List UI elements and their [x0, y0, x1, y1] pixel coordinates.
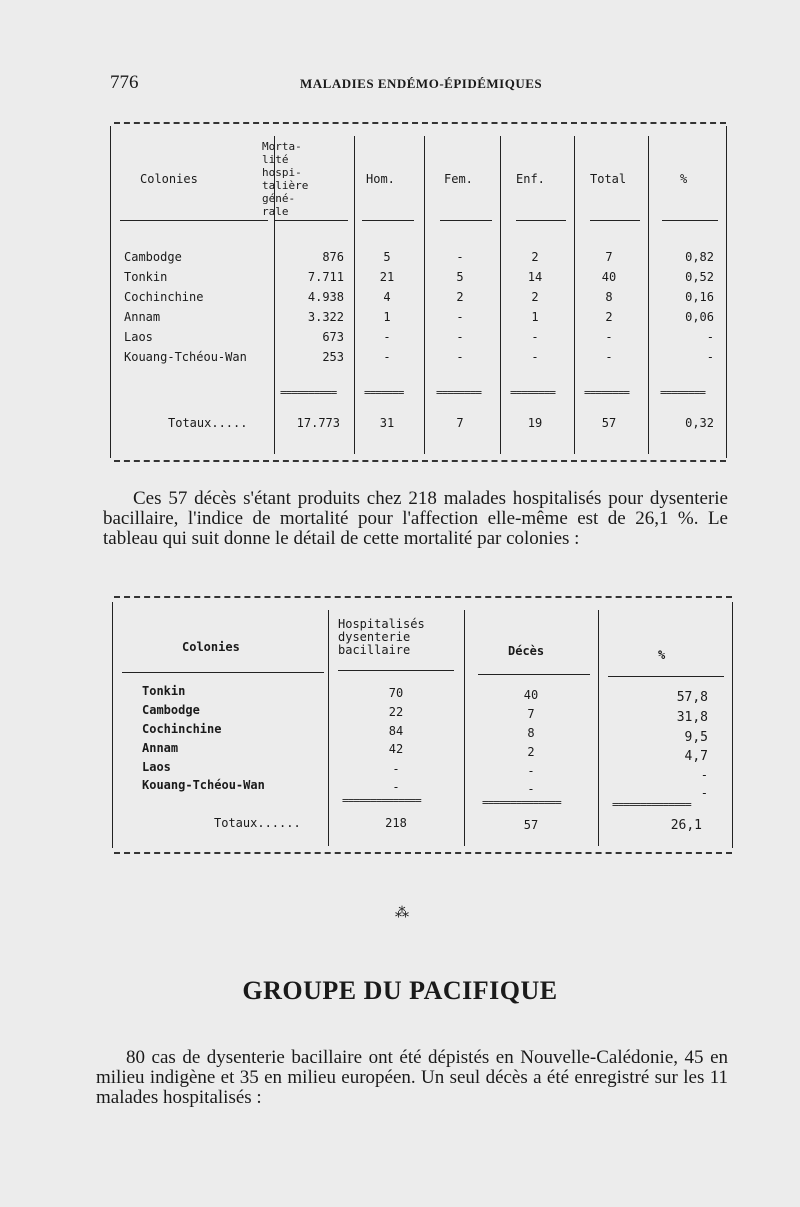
paragraph-2: 80 cas de dysenterie bacillaire ont été dépistés en Nouvelle-Calédonie, 45 en milieu indigène et 35 en milieu européen. Un seul décès a été enregistré sur les 11 malades hospitalisés : [96, 1047, 728, 1108]
page-number: 776 [110, 72, 139, 93]
header-fem: Fem. [444, 172, 473, 186]
header-enf: Enf. [516, 172, 545, 186]
row-colonie: Laos [124, 330, 153, 344]
dysentery-table: Colonies Hospitalisés dysenterie bacillaire Décès % Tonkin 70 40 57,8 Cambodge 22 7 31,8 Cochinchine 84 8 9,5 Annam 42 2 4,7 Laos - - - Kouang-Tchéou-Wan - - - ============== ============== ============== Totaux...... 218 57 26,1 [112, 596, 734, 856]
mortality-table: Colonies Morta- lité hospi- talière géné- rale Hom. Fem. Enf. Total % Cambodge 876 5 - 2 7 0,82 Tonkin 7.711 21 5 14 40 0,52 Cochinchine 4.938 4 2 2 8 0,16 Annam 3.322 1 - 1 2 0,06 Laos 673 - - - - - Kouang-Tchéou-Wan 253 - - - - - ========== ======= ======== ======== ======== ======== Totaux..... 17.773 31 7 19 57 0,32 [110, 122, 730, 462]
row-colonie: Kouang-Tchéou-Wan [142, 778, 265, 792]
header-colonies: Colonies [140, 172, 198, 186]
row-colonie: Cambodge [142, 703, 200, 717]
header-total: Total [590, 172, 627, 186]
header-mortalite: Morta- lité hospi- talière géné- rale [262, 140, 309, 218]
row-colonie: Cambodge [124, 250, 182, 264]
section-title: GROUPE DU PACIFIQUE [242, 976, 558, 1005]
paragraph-1: Ces 57 décès s'étant produits chez 218 malades hospitalisés pour dysenterie bacillaire, l'indice de mortalité pour l'affection elle-même est de 26,1 %. Le tableau qui suit donne le détail de cette mortalité par colonies : [103, 488, 728, 549]
row-colonie: Annam [142, 741, 179, 755]
header-pct: % [680, 172, 688, 186]
row-colonie: Kouang-Tchéou-Wan [124, 350, 247, 364]
row-colonie: Cochinchine [124, 290, 204, 304]
row-colonie: Tonkin [124, 270, 168, 284]
ornament-icon: ⁂ [395, 905, 409, 921]
header-colonies: Colonies [182, 640, 240, 654]
header-hospitalises: Hospitalisés dysenterie bacillaire [338, 617, 425, 657]
header-hom: Hom. [366, 172, 395, 186]
header-deces: Décès [508, 644, 545, 658]
header-pct: % [658, 648, 666, 662]
row-colonie: Laos [142, 760, 171, 774]
row-colonie: Tonkin [142, 684, 186, 698]
row-colonie: Annam [124, 310, 161, 324]
running-title: MALADIES ENDÉMO-ÉPIDÉMIQUES [300, 76, 543, 91]
row-colonie: Cochinchine [142, 722, 222, 736]
